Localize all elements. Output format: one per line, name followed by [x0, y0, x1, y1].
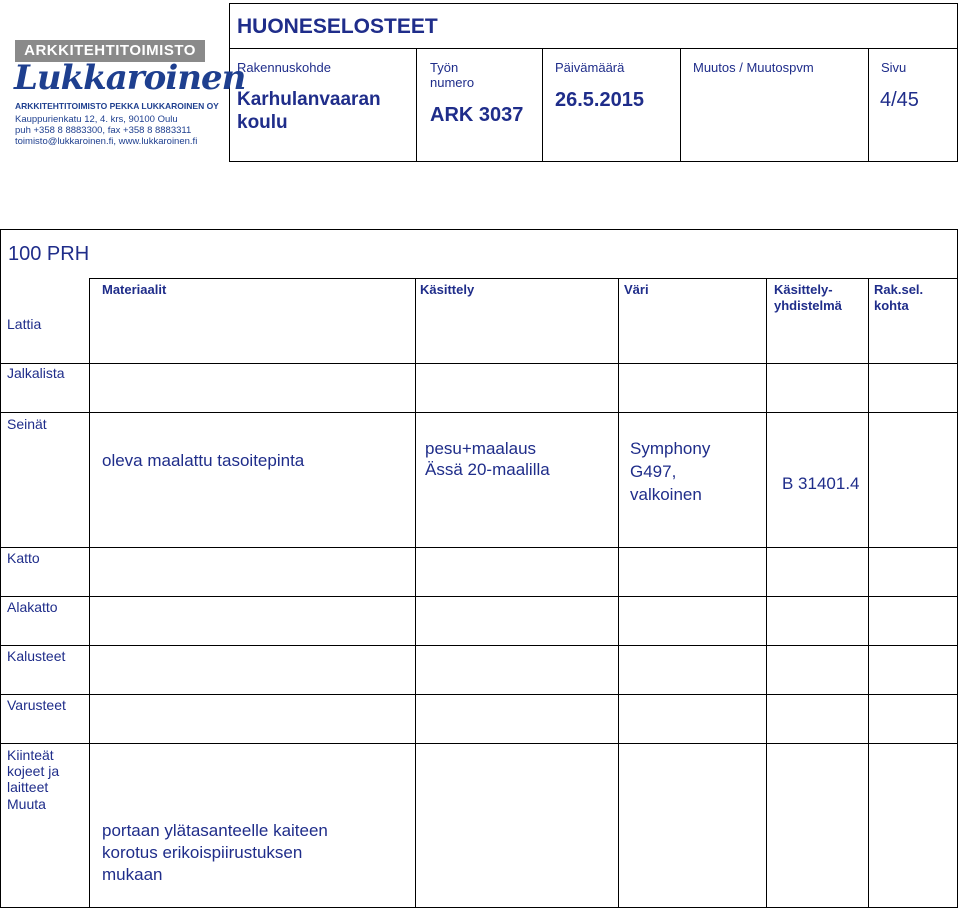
project-value: Karhulanvaaran koulu [237, 89, 381, 133]
row-label-skirting: Jalkalista [7, 365, 65, 381]
other-note-line-3: mukaan [102, 865, 163, 884]
row-label-furniture: Kalusteet [7, 648, 66, 664]
project-label: Rakennuskohde [237, 60, 331, 75]
column-header-treatment-combo-1: Käsittely- [774, 282, 833, 297]
date-label: Päivämäärä [555, 60, 625, 75]
row-label-equipment: Varusteet [7, 697, 66, 713]
company-logo [10, 40, 246, 150]
walls-spec: B 31401.4 [782, 474, 860, 493]
walls-treatment-line-1: pesu+maalaus [425, 439, 537, 458]
date-value: 26.5.2015 [555, 89, 644, 111]
revision-label: Muutos / Muutospvm [693, 60, 814, 75]
column-header-spec-1: Rak.sel. [874, 282, 924, 297]
walls-treatment-line-2: Ässä 20-maalilla [425, 460, 550, 479]
row-label-floor: Lattia [7, 316, 42, 332]
walls-material: oleva maalattu tasoitepinta [102, 451, 305, 470]
page-value: 4/45 [880, 89, 919, 111]
walls-color-line-2: G497, [630, 462, 677, 481]
walls-color-line-1: Symphony [630, 439, 711, 458]
walls-color-line-3: valkoinen [630, 485, 702, 504]
logo-phone: puh +358 8 8883300, fax +358 8 8883311 [15, 125, 192, 136]
logo-top-band: ARKKITEHTITOIMISTO [15, 40, 205, 62]
other-note-line-1: portaan ylätasanteelle kaiteen [102, 821, 328, 840]
row-label-subceiling: Alakatto [7, 599, 58, 615]
room-code: 100 PRH [8, 243, 90, 265]
column-header-spec-2: kohta [874, 298, 909, 313]
row-label-other: Muuta [7, 796, 46, 812]
work-number-value: ARK 3037 [430, 104, 524, 126]
logo-company-line: ARKKITEHTITOIMISTO PEKKA LUKKAROINEN OY [15, 101, 219, 111]
work-number-label: Työn numero [430, 60, 475, 90]
column-header-materials: Materiaalit [102, 282, 167, 297]
row-label-ceiling: Katto [7, 550, 40, 566]
column-header-color: Väri [624, 282, 649, 297]
row-label-fixtures-2: kojeet ja [7, 763, 60, 779]
logo-contact: toimisto@lukkaroinen.fi, www.lukkaroinen.fi [15, 136, 198, 147]
logo-address: Kauppurienkatu 12, 4. krs, 90100 Oulu [15, 114, 178, 125]
row-label-fixtures-3: laitteet [7, 779, 49, 795]
column-header-treatment: Käsittely [420, 282, 475, 297]
document-title: HUONESELOSTEET [237, 15, 438, 38]
logo-brand: Lukkaroinen [14, 58, 246, 98]
row-label-fixtures-1: Kiinteät [7, 747, 54, 763]
page-label: Sivu [881, 60, 907, 75]
other-note-line-2: korotus erikoispiirustuksen [102, 843, 303, 862]
column-header-treatment-combo-2: yhdistelmä [774, 298, 842, 313]
row-label-walls: Seinät [7, 416, 47, 432]
